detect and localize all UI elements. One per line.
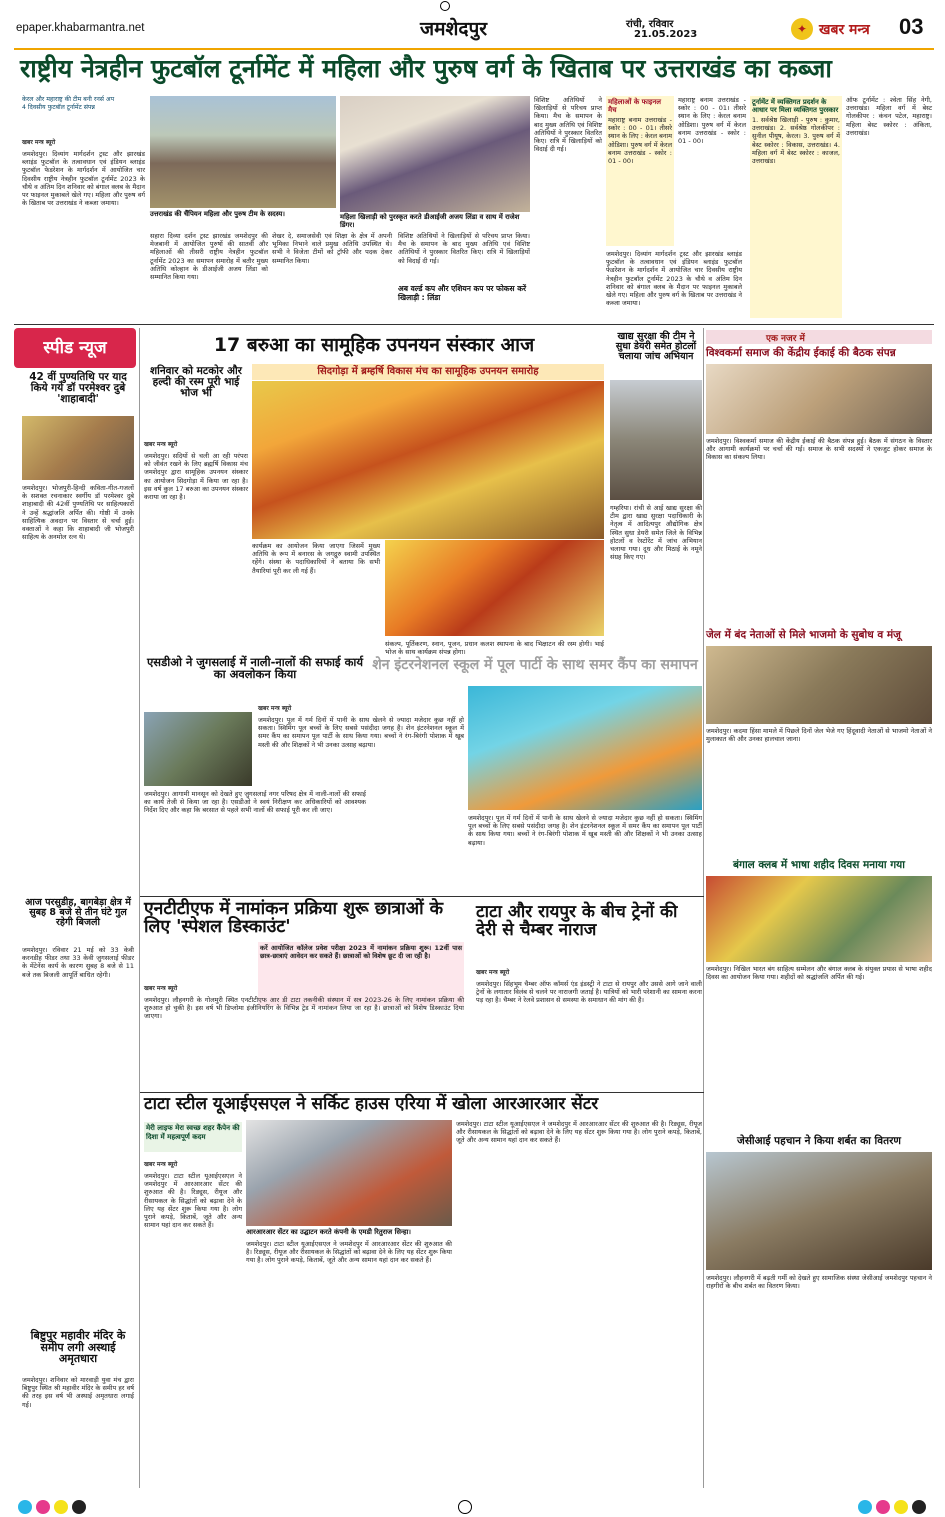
section-rule <box>140 896 704 897</box>
sudha-body: गम्हरिया। रांची से आई खाद्य सुरक्षा की टीम द्वारा खाद्य सुरक्षा पदाधिकारी के नेतृत्व में आदित्यपुर औद्योगिक क्षेत्र स्थित सुधा डेयरी समेत जिले के विभिन्न होटलों व रेस्टोरेंट में जांच अभियान चलाया गया। दूध और मिठाई के नमूने संग्रह किए गए। <box>610 504 702 562</box>
column-divider <box>139 328 140 1488</box>
page-number: 03 <box>899 14 924 39</box>
upanayan-body-2: कार्यक्रम का आयोजन किया जाएगा जिसमें मुख्य अतिथि के रूप में बनारस के जगद्गुरु स्वामी उपस्थित रहेंगे। संस्था के पदाधिकारियों ने बताया कि सभी तैयारियां पूरी कर ली गई हैं। <box>252 542 380 575</box>
awards-col: महाराष्ट्र बनाम उत्तराखंड - स्कोर : 00 - 01। तीसरे स्थान के लिए : केरल बनाम ओडिशा। पुरुष वर्ग में केरल बनाम उत्तराखंड - स्कोर : 01 - 00। <box>678 96 746 146</box>
nazar-item-4-body: जमशेदपुर। लौहनगरी में बढ़ती गर्मी को देखते हुए सामाजिक संस्था जेसीआई जमशेदपुर पहचान ने राहगीरों के बीच शर्बत का वितरण किया। <box>706 1274 932 1291</box>
train-body: जमशेदपुर। सिंहभूम चैम्बर ऑफ कॉमर्स एंड इंडस्ट्री ने टाटा से रायपुर और उससे आगे जाने वाली ट्रेनों के लगातार विलंब से चलने पर नाराजगी जताई है। यात्रियों को भारी परेशानी का सामना करना पड़ रहा है। चैम्बर ने रेलवे प्रशासन से समस्या के समाधान की मांग की है। <box>476 980 702 1005</box>
speed-item-2-body: जमशेदपुर। रविवार 21 मई को 33 केवी करनडीह फीडर तथा 33 केवी जुगसलाई फीडर के मेंटेनेंस कार्य के कारण सुबह 8 बजे से 11 बजे तक बिजली आपूर्ति बाधित रहेगी। <box>22 946 134 979</box>
speed-item-1-photo <box>22 416 134 480</box>
magenta-mark <box>36 1500 50 1514</box>
section-rule <box>14 324 934 325</box>
upanayan-headline: 17 बरुआ का सामूहिक उपनयन संस्कार आज <box>213 334 535 356</box>
awards-box <box>678 96 746 246</box>
nazar-item-2-title: जेल में बंद नेताओं से मिले भाजमो के सुबोध व मंजू <box>706 629 901 641</box>
nazar-item-1-body: जमशेदपुर। विश्वकर्मा समाज की केंद्रीय ईकाई की बैठक संपन्न हुई। बैठक में संगठन के विस्तार और आगामी कार्यक्रमों पर चर्चा की गई। समाज के सभी सदस्यों ने एकजुट होकर समाज के विकास का संकल्प लिया। <box>706 437 932 462</box>
nazar-item-1-photo <box>706 364 932 434</box>
lead-column-6: जमशेदपुर। दिव्यांग मार्गदर्शन ट्रस्ट और झारखंड ब्लाइंड फुटबॉल के तत्वावधान एवं इंडियन ब्लाइंड फुटबॉल फेडरेशन के मार्गदर्शन में आयोजित चार दिवसीय राष्ट्रीय नेत्रहीन फुटबॉल टूर्नामेंट 2023 के चौथे व अंतिम दिन शनिवार को बंगाल क्लब के मैदान पर फाइनल मुकाबले खेले गए। महिला और पुरुष वर्ग के खिताब पर उत्तराखंड ने कब्जा जमाया। <box>606 250 742 308</box>
lead-byline: खबर मन्त्र ब्यूरो <box>22 139 56 146</box>
lead-bullet: 4 दिवसीय फुटबॉल टूर्नामेंट संपन्न <box>22 103 95 111</box>
nazar-item-1-title: विश्वकर्मा समाज की केंद्रीय ईकाई की बैठक संपन्न <box>706 347 896 359</box>
nazar-item-3-body: जमशेदपुर। निखिल भारत बंग साहित्य सम्मेलन और बंगाल क्लब के संयुक्त प्रयास से भाषा शहीद दिवस का आयोजन किया गया। शहीदों को श्रद्धांजलि अर्पित की गई। <box>706 965 932 982</box>
rrr-body: जमशेदपुर। टाटा स्टील यूआईएसएल ने जमशेदपुर में आरआरआर सेंटर की शुरुआत की है। रिड्यूस, रीयूज और रीसायकल के सिद्धांतों को बढ़ावा देने के लिए यह सेंटर शुरू किया गया है। लोग पुराने कपड़े, किताबें, जूते और अन्य सामान यहां दान कर सकते हैं। <box>144 1172 242 1230</box>
nazar-item-2-photo <box>706 646 932 724</box>
nala-headline: एसडीओ ने जुगसलाई में नाली-नालों की सफाई कार्य का अवलोकन किया <box>146 655 364 682</box>
yellow-mark <box>54 1500 68 1514</box>
sudha-photo <box>610 380 702 500</box>
masthead <box>14 12 934 54</box>
awards-side-body: ऑफ टूर्नामेंट : श्वेता सिंह नेगी, उत्तराखंड। महिला वर्ग में बेस्ट गोलकीपर : कंचन पटेल, महाराष्ट्र। महिला बेस्ट स्कोरर : अंकिता, उत्तराखंड। <box>846 96 932 137</box>
speed-item-3-title: बिष्टुपुर महावीर मंदिर के समीप लगी अस्थाई अमृतधारा <box>30 1329 126 1366</box>
registration-mark <box>440 1 450 11</box>
awards-side <box>846 96 932 318</box>
nala-body: जमशेदपुर। आगामी मानसून को देखते हुए जुगसलाई नगर परिषद क्षेत्र में नाली-नालों की सफाई का कार्य तेजी से किया जा रहा है। एसडीओ ने स्वयं निरीक्षण कर अधिकारियों को आवश्यक निर्देश दिए और कहा कि बरसात से पहले सभी नालों की सफाई पूरी कर ली जाए। <box>144 790 366 815</box>
magenta-mark <box>876 1500 890 1514</box>
rrr-strap: मेरी लाइफ मेरा स्वच्छ शहर कैंपेन की दिशा में महत्वपूर्ण कदम <box>144 1122 242 1152</box>
lead-caption-1: उत्तराखंड की चैंपियन महिला और पुरुष टीम के सदस्य। <box>150 210 336 218</box>
ntt-body: जमशेदपुर। लौहनगरी के गोलमुरी स्थित एनटीटीएफ आर डी टाटा तकनीकी संस्थान में सत्र 2023-26 के लिए नामांकन प्रक्रिया की शुरुआत हो चुकी है। इस वर्ष भी डिप्लोमा इंजीनियरिंग के विभिन्न ट्रेड में नामांकन लिया जा रहा है। छात्राओं को विशेष डिस्काउंट दिया जाएगा। <box>144 996 464 1021</box>
lead-bullet: केरल और महाराष्ट्र की टीम बनी रनर्स अप <box>22 96 115 103</box>
nazar-item-2-body: जमशेदपुर। कदमा हिंसा मामले में पिछले दिनों जेल भेजे गए हिंदूवादी नेताओं से भाजमो नेताओं ने मुलाकात की और उनका हालचाल जाना। <box>706 727 932 744</box>
lead-continued: विशिष्ट अतिथियों ने खिलाड़ियों से परिचय प्राप्त किया। मैच के समापन के बाद मुख्य अतिथि एवं विशिष्ट अतिथियों ने पुरस्कार वितरित किए। रात्रि में खिलाड़ियों को विदाई दी गई। <box>534 96 602 154</box>
ek-nazar-label: एक नजर में <box>766 334 805 344</box>
nazar-item-4-photo <box>706 1152 932 1270</box>
upanayan-photo-banner: सिदगोड़ा में ब्रम्हर्षि विकास मंच का सामूहिक उपनयन समारोह <box>252 364 604 380</box>
rrr-body-3: जमशेदपुर। टाटा स्टील यूआईएसएल ने जमशेदपुर में आरआरआर सेंटर की शुरुआत की है। रिड्यूस, रीयूज और रीसायकल के सिद्धांतों को बढ़ावा देने के लिए यह सेंटर शुरू किया गया है। लोग पुराने कपड़े, किताबें, जूते और अन्य सामान यहां दान कर सकते हैं। <box>456 1120 702 1145</box>
black-mark <box>72 1500 86 1514</box>
lead-caption-2: महिला खिलाड़ी को पुरस्कृत करते डीआईजी अजय लिंडा व साथ में राजेश डिंगर। <box>340 213 530 229</box>
lead-body-4: विशिष्ट अतिथियों ने खिलाड़ियों से परिचय प्राप्त किया। मैच के समापन के बाद मुख्य अतिथि एवं विशिष्ट अतिथियों ने पुरस्कार वितरित किए। रात्रि में खिलाड़ियों को विदाई दी गई। <box>398 232 530 265</box>
speed-item-3-body: जमशेदपुर। शनिवार को मारवाड़ी युवा मंच द्वारा बिष्टुपुर स्थित श्री महावीर मंदिर के समीप हर वर्ष की तरह इस वर्ष भी अस्थाई अमृतधारा लगाई गई। <box>22 1376 134 1409</box>
speed-item-2-title: आज परसुडीह, बागबेड़ा क्षेत्र में सुबह 8 बजे से तीन घंटे गुल रहेगी बिजली <box>25 897 131 928</box>
yellow-mark <box>894 1500 908 1514</box>
lead-photo-award <box>340 96 530 212</box>
lead-bullets <box>22 96 145 112</box>
cyan-mark <box>858 1500 872 1514</box>
color-registration-strip <box>18 1500 928 1514</box>
lead-body-2: सहारा दिव्या दर्शन ट्रस्ट झारखंड जमशेदपुर की मेजबानी में आयोजित पुरुषों की सातवीं और महिलाओं की तीसरी राष्ट्रीय नेत्रहीन फुटबॉल टूर्नामेंट 2023 का समापन समारोह में बतौर मुख्य अतिथि कोल्हान के डीआईजी अजय लिंडा को सम्मानित किया गया। <box>150 232 268 282</box>
upanayan-body-1: जमशेदपुर। सदियों से चली आ रही परंपरा को जीवंत रखने के लिए ब्रह्मर्षि विकास मंच जमशेदपुर द्वारा सामूहिक उपनयन संस्कार का आयोजन सिदगोड़ा में किया जा रहा है। इस वर्ष कुल 17 बरुआ का उपनयन संस्कार कराया जा रहा है। <box>144 452 248 502</box>
rrr-body-2: जमशेदपुर। टाटा स्टील यूआईएसएल ने जमशेदपुर में आरआरआर सेंटर की शुरुआत की है। रिड्यूस, रीयूज और रीसायकल के सिद्धांतों को बढ़ावा देने के लिए यह सेंटर शुरू किया गया है। लोग पुराने कपड़े, किताबें, जूते और अन्य सामान यहां दान कर सकते हैं। <box>246 1240 452 1265</box>
section-rule <box>140 1092 704 1093</box>
lead-headline: राष्ट्रीय नेत्रहीन फुटबॉल टूर्नामेंट में महिला और पुरुष वर्ग के खिताब पर उत्तराखंड का कब्जा <box>20 54 832 83</box>
rrr-photo <box>246 1120 452 1226</box>
pool-photo <box>468 686 702 810</box>
pool-body: जमशेदपुर। पूल में गर्म दिनों में पानी के साथ खेलने से ज्यादा मजेदार कुछ नहीं हो सकता। स्विमिंग पूल बच्चों के लिए सबसे पसंदीदा जगह है। शेन इंटरनेशनल स्कूल में समर कैंप का समापन पूल पार्टी के साथ किया गया। बच्चों ने रंग-बिरंगी पोशाक में खूब मस्ती की और शिक्षकों ने भी उनका उत्साह बढ़ाया। <box>258 716 464 749</box>
rrr-headline: टाटा स्टील यूआईएसएल ने सर्किट हाउस एरिया में खोला आरआरआर सेंटर <box>144 1094 599 1114</box>
rrr-byline: खबर मन्त्र ब्यूरो <box>144 1161 178 1168</box>
train-headline: टाटा और रायपुर के बीच ट्रेनों की देरी से चैम्बर नाराज <box>476 902 678 940</box>
speed-news-badge <box>14 328 136 368</box>
date: 21.05.2023 <box>634 29 698 40</box>
speed-item-1-title: 42 वीं पुण्यतिथि पर याद किये गये डॉ परमेश्वर दुबे 'शाहाबादी' <box>29 371 127 406</box>
nazar-item-3-photo <box>706 876 932 962</box>
site-url[interactable]: epaper.khabarmantra.net <box>16 22 145 34</box>
upanayan-photo-2 <box>385 540 604 636</box>
pool-byline: खबर मन्त्र ब्यूरो <box>258 705 292 712</box>
rrr-caption: आरआरआर सेंटर का उद्घाटन करते कंपनी के एमडी रितुराज सिन्हा। <box>246 1228 452 1236</box>
speed-news-label: स्पीड न्यूज <box>43 338 107 358</box>
ntt-highlight: करें आयोजित कॉलेज प्रवेश परीक्षा 2023 में नामांकन प्रक्रिया शुरू। 12वीं पास छात्र-छात्राएं आवेदन कर सकते हैं। छात्राओं को विशेष छूट दी जा रही है। <box>258 942 464 1006</box>
awards-title: टूर्नामेंट में व्यक्तिगत प्रदर्शन के आधार पर मिला व्यक्तिगत पुरस्कार <box>752 98 839 114</box>
column-divider <box>703 328 704 1488</box>
upanayan-byline: खबर मन्त्र ब्यूरो <box>144 441 178 448</box>
speed-item-1-body: जमशेदपुर। भोजपुरी-हिन्दी कविता-गीत-गजलों के सशक्त रचनाकार स्वर्गीय डॉ परमेश्वर दुबे शाहाबादी की 42वीं पुण्यतिथि पर साहित्यकारों ने उन्हें श्रद्धांजलि अर्पित की। गोष्ठी में उनके साहित्यिक अवदान पर विस्तार से चर्चा हुई। वक्ताओं ने कहा कि शाहाबादी जी भोजपुरी साहित्य के अनमोल रत्न थे। <box>22 484 134 542</box>
city-day: रांची, रविवार <box>626 19 674 30</box>
target-mark <box>458 1500 472 1514</box>
black-mark <box>912 1500 926 1514</box>
train-byline: खबर मन्त्र ब्यूरो <box>476 969 510 976</box>
lead-subhead: अब वर्ल्ड कप और एशियन कप पर फोकस करें खिलाड़ी : लिंडा <box>398 284 527 302</box>
ntt-byline: खबर मन्त्र ब्यूरो <box>144 985 178 992</box>
lead-photo-team <box>150 96 336 208</box>
results-title: महिलाओं के फाइनल मैच <box>608 98 661 114</box>
header-rule <box>14 48 934 50</box>
sudha-headline: खाद्य सुरक्षा की टीम ने सुधा डेयरी समेत होटलों चलाया जांच अभियान <box>615 331 697 362</box>
nala-photo <box>144 712 252 786</box>
ntt-headline: एनटीटीएफ में नामांकन प्रक्रिया शुरू छात्राओं के लिए 'स्पेशल डिस्काउंट' <box>144 899 444 938</box>
upanayan-photo <box>252 381 604 539</box>
upanayan-body-3: संकल्प, पूर्तिकरण, स्नान, पूजन, प्रधान कलश स्थापना के बाद भिक्षाटन की रस्म होगी। भाई भोज के साथ कार्यक्रम संपन्न होगा। <box>385 640 604 657</box>
nazar-item-3-title: बंगाल क्लब में भाषा शहीद दिवस मनाया गया <box>733 859 905 871</box>
nazar-item-4-title: जेसीआई पहचान ने किया शर्बत का वितरण <box>737 1135 901 1147</box>
cyan-mark <box>18 1500 32 1514</box>
upanayan-strap: शनिवार को मटकोर और हल्दी की रस्म पूरी भाई भोज भी <box>150 365 242 400</box>
brand-name: खबर मन्त्र <box>819 22 870 38</box>
awards-body: 1. सर्वश्रेष्ठ खिलाड़ी - पुरुष : कुमार, उत्तराखंड। 2. सर्वश्रेष्ठ गोलकीपर : सुनील पीयूष, केरल। 3. पुरुष वर्ग में बेस्ट स्कोरर : विकास, उत्तराखंड। 4. महिला वर्ग में बेस्ट स्कोरर : काजल, उत्तराखंड। <box>752 116 840 166</box>
pool-body-2: जमशेदपुर। पूल में गर्म दिनों में पानी के साथ खेलने से ज्यादा मजेदार कुछ नहीं हो सकता। स्विमिंग पूल बच्चों के लिए सबसे पसंदीदा जगह है। शेन इंटरनेशनल स्कूल में समर कैंप का समापन पूल पार्टी के साथ किया गया। बच्चों ने रंग-बिरंगी पोशाक में खूब मस्ती की और शिक्षकों ने भी उनका उत्साह बढ़ाया। <box>468 814 702 847</box>
brand-logo: ✦ <box>791 18 813 40</box>
lead-body-3: शेखर दे, समाजसेवी एवं शिक्षा के क्षेत्र में अपनी भूमिका निभाने वाले प्रमुख अतिथि उपस्थित थे। सभी ने विजेता टीमों को ट्रॉफी और पदक देकर सम्मानित किया। <box>272 232 392 265</box>
individual-awards-box <box>750 96 842 318</box>
pool-headline: शेन इंटरनेशनल स्कूल में पूल पार्टी के साथ समर कैंप का समापन <box>372 657 698 673</box>
section-title: जमशेदपुर <box>420 18 488 40</box>
lead-body: जमशेदपुर। दिव्यांग मार्गदर्शन ट्रस्ट और झारखंड ब्लाइंड फुटबॉल के तत्वावधान एवं इंडियन ब्लाइंड फुटबॉल फेडरेशन के मार्गदर्शन में आयोजित चार दिवसीय राष्ट्रीय नेत्रहीन फुटबॉल टूर्नामेंट 2023 के चौथे व अंतिम दिन शनिवार को बंगाल क्लब के मैदान पर फाइनल मुकाबले खेले गए। महिला और पुरुष वर्ग के खिताब पर उत्तराखंड ने कब्जा जमाया। <box>22 150 145 208</box>
ek-nazar-header <box>706 330 932 344</box>
results-box <box>606 96 674 246</box>
results-body: महाराष्ट्र बनाम उत्तराखंड - स्कोर : 00 - 01। तीसरे स्थान के लिए : केरल बनाम ओडिशा। पुरुष वर्ग में केरल बनाम उत्तराखंड - स्कोर : 01 - 00। <box>608 116 672 166</box>
